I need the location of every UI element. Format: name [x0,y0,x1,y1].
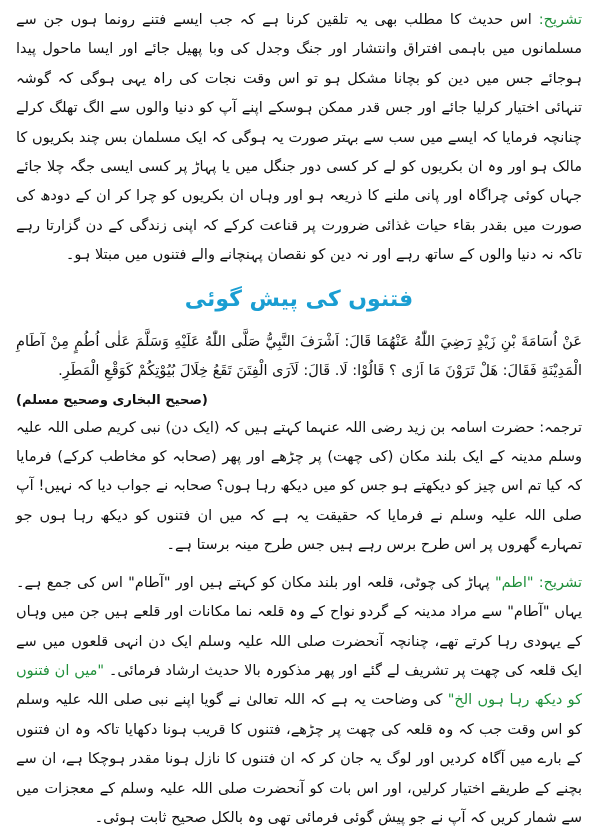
highlighted-term: "اطم" [494,574,534,591]
commentary-label-2: تشریح: [538,574,583,591]
commentary-label: تشریح: [538,12,582,28]
commentary-text-2a: پہاڑ کی چوٹی، قلعہ اور بلند مکان کو کہتے ہیں اور "آطام" اس کی جمع ہے۔ یہاں "آطام" سے مراد مدینہ کے گردو نواح کے وہ قلعہ نما مکانات اور قلعے ہیں جن میں وہاں کے یہودی رہا کرتے تھے، چنانچہ آنحضرت صلی اللہ علیہ وسلم ایک دن انہی قلعوں میں سے ایک قلعہ کی چھت پر تشریف لے گئے اور پھر مذکورہ بالا حدیث ارشاد فرمائی۔ [16,574,583,679]
commentary-paragraph-2 [16,569,582,833]
document-page [16,6,582,833]
section-heading: فتنوں کی پیش گوئی [184,287,414,313]
hadith-arabic-text: عَنْ اُسَامَةَ بْنِ زَيْدٍ رَضِيَ اللّٰهُ عَنْهُمَا قَالَ: اَشْرَفَ النَّبِيُّ صَلَّى اللّٰهُ عَلَيْهِ وَسَلَّمَ عَلٰى اُطُمٍ مِنْ آطَامِ الْمَدِيْنَةِ فَقَالَ: هَلْ تَرَوْنَ مَا اَرٰى ؟ قَالُوْا: لَا. قَالَ: لَاَرَى الْفِتَنَ تَقَعُ خِلَالَ بُيُوْتِكُمْ كَوَقْعِ الْمَطَرِ. [16,333,582,379]
commentary-text-2b: کی وضاحت یہ ہے کہ اللہ تعالیٰ نے گویا اپنے نبی صلی اللہ علیہ وسلم کو اس وقت جب کہ وہ قلعہ کی چھت پر چڑھے، فتنوں کا قریب ہونا دکھایا تاکہ وہ ان فتنوں کے بارے میں آگاہ کردیں اور لوگ یہ جان کر کہ ان فتنوں کا نازل ہونا مقدر ہوچکا ہے، ان سے بچنے کے طریقے اختیار کرلیں، اور اس بات کو آنحضرت صلی اللہ علیہ وسلم کے معجزات میں سے شمار کریں کہ آپ نے جو پیش گوئی فرمائی تھی وہ بالکل صحیح ثابت ہوئی۔ [16,692,582,826]
hadith-reference: (صحیح البخاری وصحیح مسلم) [16,393,208,409]
commentary-paragraph-1 [16,6,582,271]
highlighted-quote: "میں ان فتنوں کو دیکھ رہا ہوں الخ" [16,662,583,709]
hadith-reference-row [16,388,582,414]
spacer [16,561,582,569]
translation-paragraph: ترجمہ: حضرت اسامہ بن زید رضی اللہ عنہما کہتے ہیں کہ (ایک دن) نبی کریم صلی اللہ علیہ وسلم مدینہ کے ایک بلند مکان (کی چھت) پر چڑھے اور پھر (صحابہ کو مخاطب کرکے) فرمایا کہ کیا تم اس چیز کو دیکھتے ہو جس کو میں دیکھ رہا ہوں؟ صحابہ نے جواب دیا کہ نہیں! آپ صلی اللہ علیہ وسلم نے فرمایا کہ حقیقت یہ ہے کہ میں ان فتنوں کو دیکھ رہا ہوں جو تمہارے گھروں پر اس طرح برس رہے ہیں جس طرح مینہ برستا ہے۔ [16,419,582,554]
commentary-text: اس حدیث کا مطلب بھی یہ تلقین کرنا ہے کہ جب ایسے فتنے رونما ہوں جن سے مسلمانوں میں باہمی افتراق وانتشار اور جنگ وجدل کی وبا پھیل جائے اور ایسا ماحول پیدا ہوجائے جس میں دین کو بچانا مشکل ہو تو اس وقت نجات کی راہ یہی ہوگی کہ گوشہ تنہائی اختیار کرلیا جائے اور جس قدر ممکن ہوسکے اپنے آپ کو دنیا والوں سے الگ تھلگ کرلے چنانچہ فرمایا کہ ایسے میں سب سے بہتر صورت یہ ہوگی کہ ایک مسلمان بس چند بکریوں کا مالک ہو اور وہ ان بکریوں کو لے کر کسی دور جنگل میں یا پہاڑ پر کسی ایسی جگہ چلا جائے جہاں کوئی چراگاہ اور پانی ملنے کا ذریعہ ہو اور وہاں ان بکریوں کو چرا کر ان کے دودھ کی صورت میں بقدر بقاء حیات غذائی ضرورت پر قناعت کرکے کہ اپنی زندگی کے دن گزارتا رہے تاکہ نہ دنیا والوں کے ساتھ رہے اور نہ دین کو نقصان پہنچانے والے فتنوں میں مبتلا ہو۔ [16,12,582,264]
section-heading-container [16,274,582,326]
